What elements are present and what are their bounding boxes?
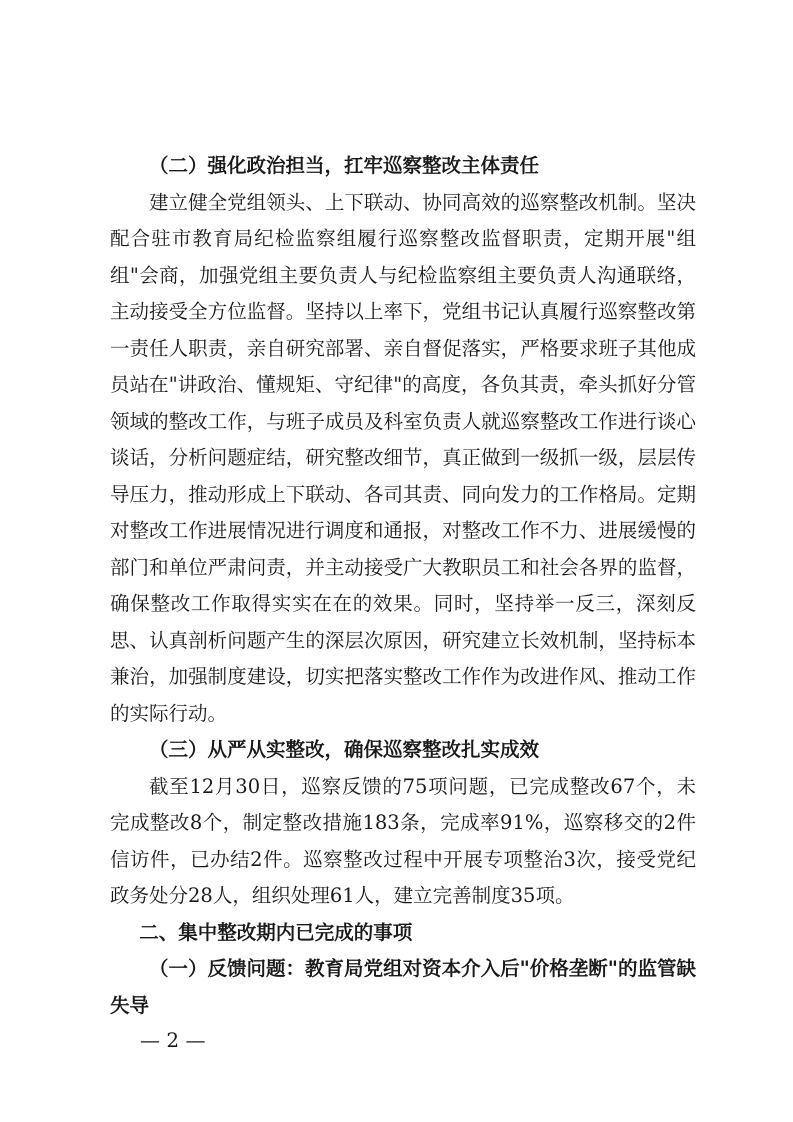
page-number: — 2 — — [140, 1028, 206, 1052]
subheading-2: （二）强化政治担当，扛牢巡察整改主体责任 — [149, 154, 540, 177]
body-paragraph-1: 建立健全党组领头、上下联动、协同高效的巡察整改机制。坚决配合驻市教育局纪检监察组履行巡察整改监督职责，定期开展"组组"会商，加强党组主要负责人与纪检监察组主要负责人沟通联络，主动接受全方位监督。坚持以上率下，党组书记认真履行巡察整改第一责任人职责，亲自研究部署、亲自督促落实，严格要求班子其他成员站在"讲政治、懂规矩、守纪律"的高度，各负其责，牵头抓好分管领域的整改工作，与班子成员及科室负责人就巡察整改工作进行谈心谈话，分析问题症结，研究整改细节，真正做到一级抓一级，层层传导压力，推动形成上下联动、各司其责、同向发力的工作格局。定期对整改工作进展情况进行调度和通报，对整改工作不力、进展缓慢的部门和单位严肃问责，并主动接受广大教职员工和社会各界的监督，确保整改工作取得实实在在的效果。同时，坚持举一反三，深刻反思、认真剖析问题产生的深层次原因，研究建立长效机制，坚持标本兼治，加强制度建设，切实把落实整改工作作为改进作风、推动工作的实际行动。 — [110, 190, 696, 725]
document-body — [110, 148, 696, 1024]
section-heading-2: 二、集中整改期内已完成的事项 — [139, 920, 413, 944]
subheading-3: （三）从严从实整改，确保巡察整改扎实成效 — [149, 738, 540, 761]
subheading-feedback-1: （一）反馈问题：教育局党组对资本介入后"价格垄断"的监管缺失导 — [110, 957, 696, 1017]
body-paragraph-2: 截至12月30日，巡察反馈的75项问题，已完成整改67个，未完成整改8个，制定整改措施183条，完成率91%，巡察移交的2件信访件，已办结2件。巡察整改过程中开展专项整治3次，接受党纪政务处分28人，组织处理61人，建立完善制度35项。 — [110, 774, 696, 907]
